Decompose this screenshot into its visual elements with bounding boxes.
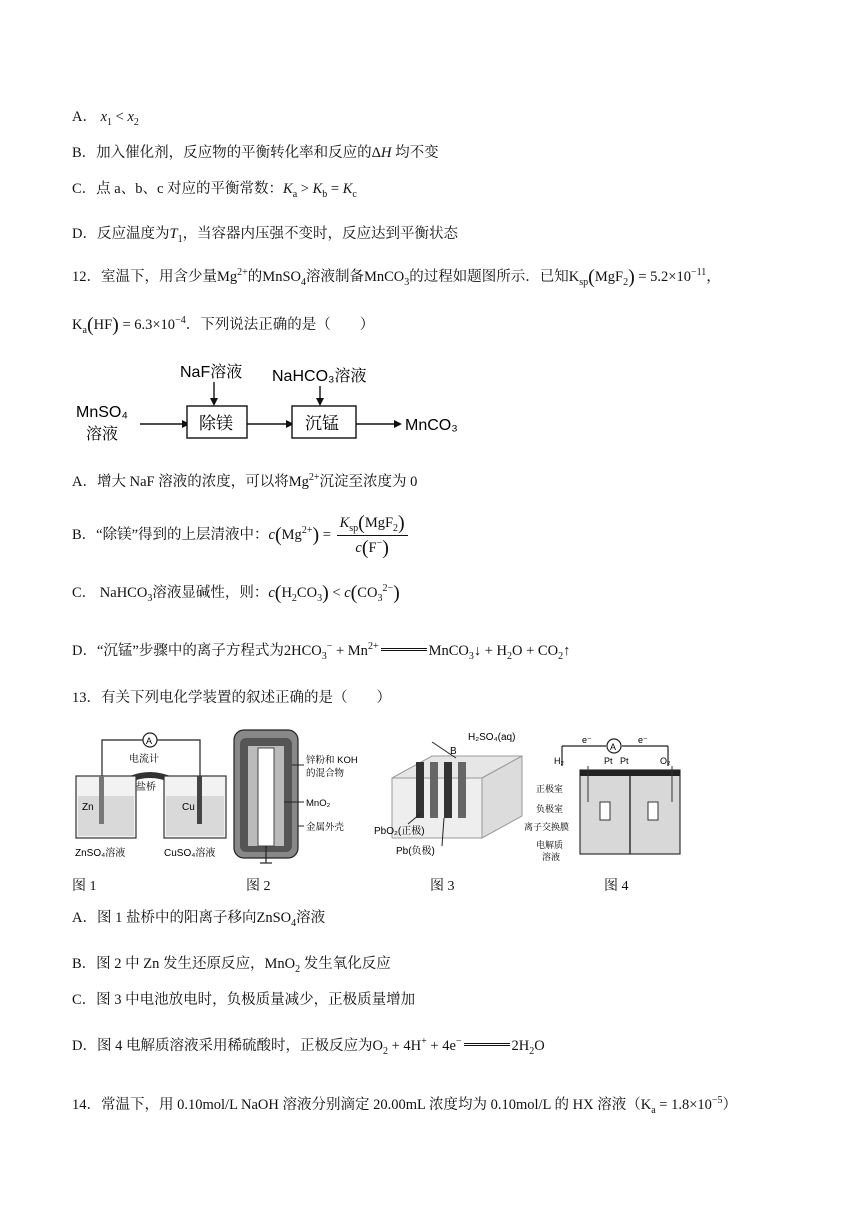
svg-text:A: A <box>146 736 153 746</box>
fig1-label: 图 1 <box>72 879 97 894</box>
svg-text:负极室: 负极室 <box>536 804 564 814</box>
q12-option-c: C． NaHCO$_3$溶液显碱性，则：$c(H_2CO_3) < c(CO_3^{2-})$ <box>72 582 400 604</box>
q11-option-a: A． $x_1 < x_2$ <box>72 109 139 128</box>
svg-text:Zn: Zn <box>82 802 94 813</box>
q12-flow-diagram <box>72 360 472 450</box>
flow-product: MnCO₃ <box>405 417 458 434</box>
flow-left-label-2: 溶液 <box>86 426 119 443</box>
svg-text:Pt: Pt <box>620 756 629 766</box>
svg-text:e⁻: e⁻ <box>582 735 592 745</box>
q13-option-c: C．图 3 中电池放电时，负极质量减少，正极质量增加 <box>72 992 416 1008</box>
svg-text:e⁻: e⁻ <box>638 735 648 745</box>
svg-text:金属外壳: 金属外壳 <box>306 822 345 833</box>
svg-text:ZnSO₄溶液: ZnSO₄溶液 <box>75 848 126 859</box>
fig4-label: 图 4 <box>604 879 629 894</box>
svg-text:MnO₂: MnO₂ <box>306 798 331 809</box>
q11-option-b: B．加入催化剂，反应物的平衡转化率和反应的ΔH 均不变 <box>72 145 439 161</box>
q13-option-a: A．图 1 盐桥中的阳离子移向ZnSO$_4$溶液 <box>72 910 326 929</box>
svg-text:Pb(负极): Pb(负极) <box>396 846 435 857</box>
svg-text:PbO₂(正极): PbO₂(正极) <box>374 826 425 837</box>
svg-text:离子交换膜: 离子交换膜 <box>524 822 570 832</box>
fig1-galvanic-cell <box>72 718 232 868</box>
svg-text:正极室: 正极室 <box>536 784 564 794</box>
q13-stem: 13．有关下列电化学装置的叙述正确的是（ ） <box>72 690 391 706</box>
svg-text:O₂: O₂ <box>660 756 671 766</box>
q14-stem: 14．常温下，用 0.10mol/L NaOH 溶液分别滴定 20.00mL 浓度均为 0.10mol/L 的 HX 溶液$(K_a = 1.8\times 10^{-5})$ <box>72 1095 738 1116</box>
svg-text:溶液: 溶液 <box>542 852 561 862</box>
fig2-label: 图 2 <box>246 879 271 894</box>
svg-text:盐桥: 盐桥 <box>136 782 156 793</box>
q13-option-d: D．图 4 电解质溶液采用稀硫酸时，正极反应为$O_2 + 4H^+ + 4e^-$ $2H_2O$ <box>72 1036 545 1057</box>
svg-text:Cu: Cu <box>182 802 195 813</box>
flow-left-label-1: MnSO₄ <box>76 404 128 421</box>
q13-option-b: B．图 2 中 Zn 发生还原反应，MnO$_2$ 发生氧化反应 <box>72 956 391 975</box>
flow-reagent-1: NaF溶液 <box>180 364 243 381</box>
fig3-label: 图 3 <box>430 879 455 894</box>
q12-stem-line2: $K_a(HF) = 6.3\times 10^{-4}$．下列说法正确的是（ ） <box>72 314 375 336</box>
q12-option-a: A．增大 NaF 溶液的浓度，可以将$Mg^{2+}$沉淀至浓度为 0 <box>72 472 418 490</box>
flow-box-2-label: 沉锰 <box>305 414 339 433</box>
q12-option-d: D．“沉锰”步骤中的离子方程式为$2HCO_3^- + Mn^{2+}$ MnCO$_3$↓ + $H_2O$ + $CO_2↑$ <box>72 641 571 662</box>
svg-text:Pt: Pt <box>604 756 613 766</box>
fig4-fuel-cell <box>524 718 700 868</box>
svg-text:H₂SO₄(aq): H₂SO₄(aq) <box>468 732 516 743</box>
svg-text:的混合物: 的混合物 <box>306 768 345 779</box>
svg-text:B: B <box>450 746 457 757</box>
svg-text:CuSO₄溶液: CuSO₄溶液 <box>164 848 216 859</box>
svg-text:锌粉和 KOH: 锌粉和 KOH <box>306 755 358 766</box>
svg-text:A: A <box>610 742 617 752</box>
fig3-lead-acid-battery <box>372 718 542 868</box>
flow-reagent-2: NaHCO₃溶液 <box>272 368 367 385</box>
flow-box-1-label: 除镁 <box>199 414 233 433</box>
q12-stem: 12．室温下，用含少量$Mg^{2+}$的MnSO$_4$溶液制备MnCO$_3$的过程如题图所示．已知$K_{sp}(MgF_2) = 5.2\times 10^{-11}$， <box>72 266 721 288</box>
svg-text:电解质: 电解质 <box>536 840 564 850</box>
fig2-dry-cell <box>232 718 372 868</box>
q11-option-d: D．反应温度为$T_1$，当容器内压强不变时，反应达到平衡状态 <box>72 226 459 245</box>
q12-option-b: B．“除镁”得到的上层清液中：$c(Mg^{2+})$ = $\frac{K_{sp}(MgF_2)}{c(F^-)}$ <box>72 512 410 559</box>
svg-text:电流计: 电流计 <box>129 754 159 765</box>
svg-text:H₂: H₂ <box>554 756 564 766</box>
q11-option-c: C．点 a、b、c 对应的平衡常数：$K_a > K_b = K_c$ <box>72 181 357 200</box>
